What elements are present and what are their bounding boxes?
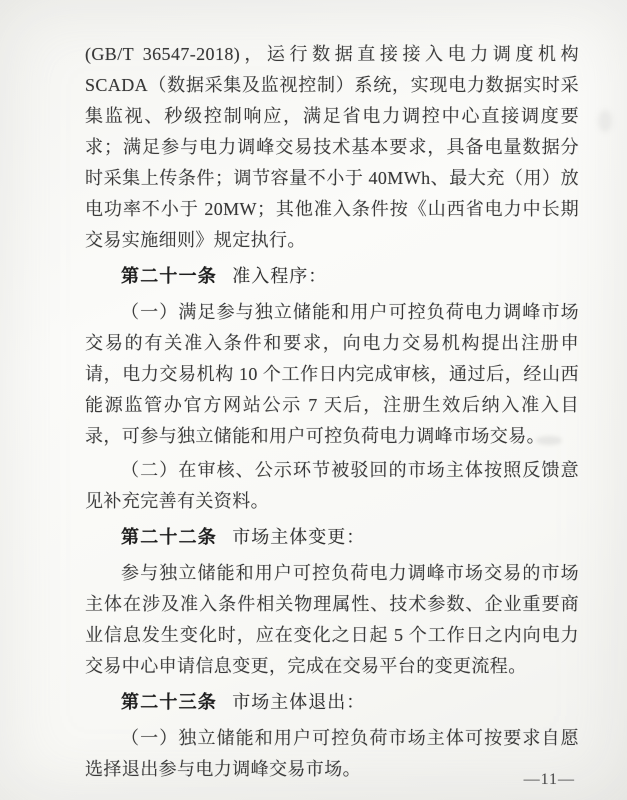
article-number: 第二十二条: [121, 527, 217, 547]
paragraph-continued: (GB/T 36547-2018)，运行数据直接接入电力调度机构 SCADA（数据采集及监视控制）系统，实现电力数据实时采集监视、秒级控制响应，满足省电力调控中心直接调度要求；满足参与电力调峰交易技术基本要求，具备电量数据分时采集上传条件；调节容量不小于 40MWh、最大充（用）放电功率不小于 20MW；其他准入条件按《山西省电力中长期交易实施细则》规定执行。: [85, 44, 579, 250]
paragraph: （一）满足参与独立储能和用户可控负荷电力调峰市场交易的有关准入条件和要求，向电力交易机构提出注册申请，电力交易机构 10 个工作日内完成审核，通过后，经山西能源监管办官方网站公示 7 天后，注册生效后纳入准入目录，可参与独立储能和用户可控负荷电力调峰市场交易。: [85, 302, 579, 446]
article-number: 第二十一条: [121, 266, 217, 286]
article-title: 准入程序：: [232, 266, 328, 286]
scan-smudge: [598, 110, 612, 132]
article-heading: [85, 687, 579, 718]
article-heading: [85, 522, 579, 553]
article-number: 第二十三条: [121, 692, 217, 712]
paragraph: （一）独立储能和用户可控负荷市场主体可按要求自愿选择退出参与电力调峰交易市场。: [85, 728, 579, 779]
article-heading: [85, 261, 579, 292]
article-title: 市场主体退出：: [232, 692, 366, 712]
page-number: —11—: [523, 771, 575, 788]
paragraph: 参与独立储能和用户可控负荷电力调峰市场交易的市场主体在涉及准入条件相关物理属性、技术参数、企业重要商业信息发生变化时，应在变化之日起 5 个工作日之内向电力交易中心申请信息变更，完成在交易平台的变更流程。: [85, 563, 579, 676]
article-title: 市场主体变更：: [232, 527, 366, 547]
document-text-block: [85, 36, 579, 788]
paragraph: （二）在审核、公示环节被驳回的市场主体按照反馈意见补充完善有关资料。: [85, 460, 579, 511]
